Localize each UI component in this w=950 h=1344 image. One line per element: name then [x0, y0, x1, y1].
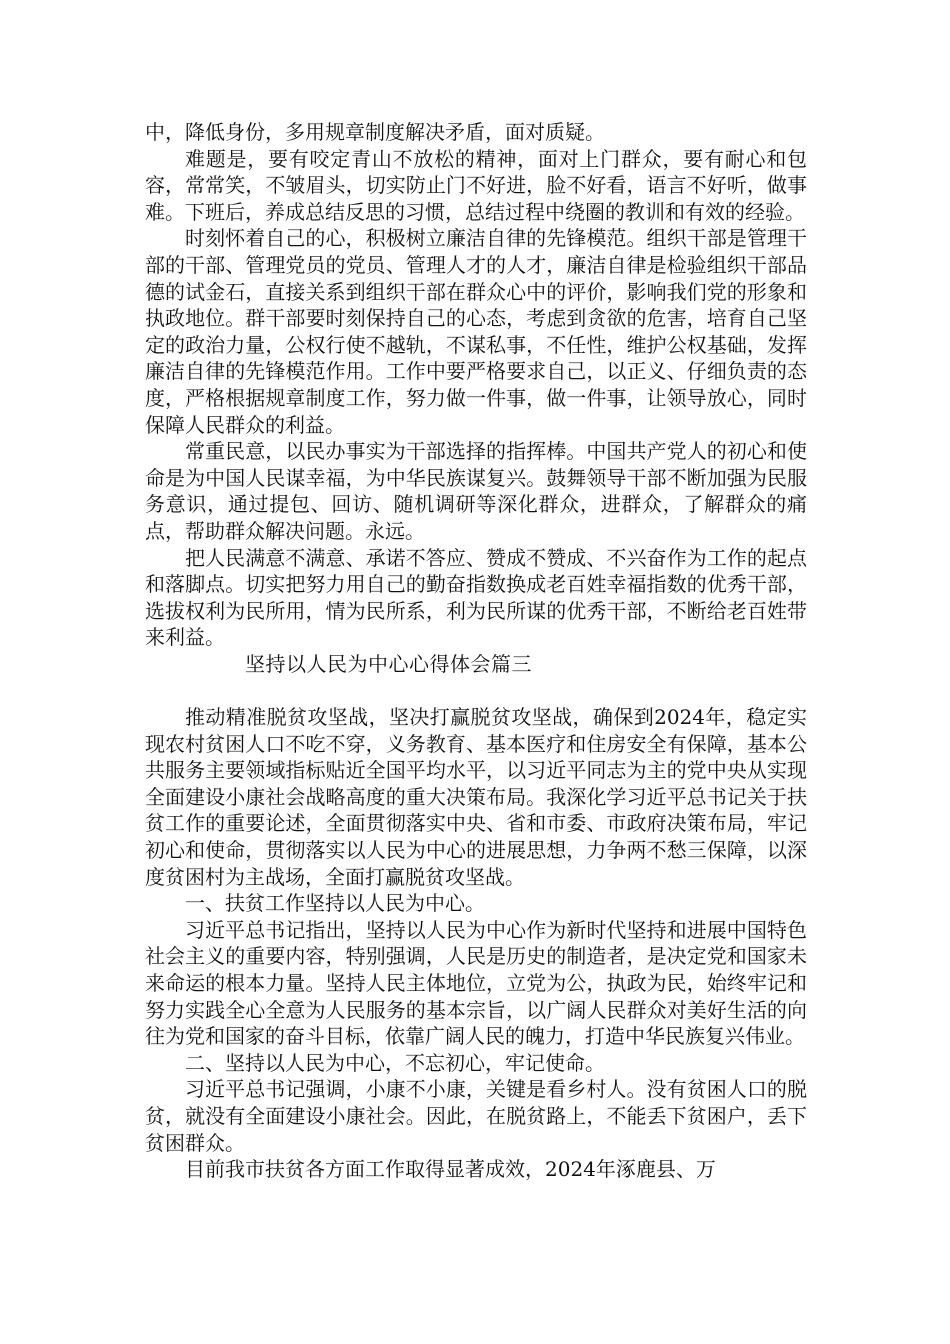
paragraph: 时刻怀着自己的心，积极树立廉洁自律的先锋模范。组织干部是管理干部的干部、管理党员的党员、管理人才的人才，廉洁自律是检验组织干部品德的试金石，直接关系到组织干部在群众心中的评价，影响我们党的形象和执政地位。群干部要时刻保持自己的心态，考虑到贪欲的危害，培育自己坚定的政治力量，公权行使不越轨，不谋私事，不任性，维护公权基础，发挥廉洁自律的先锋模范作用。工作中要严格要求自己，以正义、仔细负责的态度，严格根据规章制度工作，努力做一件事，做一件事，让领导放心，同时保障人民群众的利益。 — [145, 226, 807, 437]
paragraph: 中，降低身份，多用规章制度解决矛盾，面对质疑。 — [145, 120, 605, 144]
paragraph: 把人民满意不满意、承诺不答应、赞成不赞成、不兴奋作为工作的起点和落脚点。切实把努力用自己的勤奋指数换成老百姓幸福指数的优秀干部，选拔权利为民所用，情为民所系，利为民所谋的优秀干部，不断给老百姓带来利益。 — [145, 545, 807, 650]
section-title: 坚持以人民为中心心得体会篇三 — [245, 651, 532, 676]
paragraph: 目前我市扶贫各方面工作取得显著成效，2024年涿鹿县、万 — [185, 1157, 716, 1182]
document-page — [145, 119, 807, 1183]
paragraph: 推动精准脱贫攻坚战，坚决打赢脱贫攻坚战，确保到2024年，稳定实现农村贫困人口不吃不穿，义务教育、基本医疗和住房安全有保障，基本公共服务主要领域指标贴近全国平均水平，以习近平同志为主的党中央从实现全面建设小康社会战略高度的重大决策布局。我深化学习近平总书记关于扶贫工作的重要论述，全面贯彻落实中央、省和市委、市政府决策布局，牢记初心和使命，贯彻落实以人民为中心的进展思想，力争两不愁三保障，以深度贫困村为主战场，全面打赢脱贫攻坚战。 — [145, 705, 807, 889]
subheading: 一、扶贫工作坚持以人民为中心。 — [185, 891, 485, 916]
paragraph: 常重民意，以民办事实为干部选择的指挥棒。中国共产党人的初心和使命是为中国人民谋幸福，为中华民族谋复兴。鼓舞领导干部不断加强为民服务意识，通过提包、回访、随机调研等深化群众，进群众，了解群众的痛点，帮助群众解决问题。永远。 — [145, 439, 807, 543]
paragraph: 习近平总书记指出，坚持以人民为中心作为新时代坚持和进展中国特色社会主义的重要内容，特别强调，人民是历史的制造者，是决定党和国家未来命运的根本力量。坚持人民主体地位，立党为公，执政为民，始终牢记和努力实践全心全意为人民服务的基本宗旨，以广阔人民群众对美好生活的向往为党和国家的奋斗目标，依靠广阔人民的魄力，打造中华民族复兴伟业。 — [145, 917, 807, 1049]
paragraph: 难题是，要有咬定青山不放松的精神，面对上门群众，要有耐心和包容，常常笑，不皱眉头，切实防止门不好进，脸不好看，语言不好听，做事难。下班后，养成总结反思的习惯，总结过程中绕圈的教训和有效的经验。 — [145, 146, 807, 224]
paragraph: 习近平总书记强调，小康不小康，关键是看乡村人。没有贫困人口的脱贫，就没有全面建设小康社会。因此，在脱贫路上，不能丢下贫困户，丢下贫困群众。 — [145, 1077, 807, 1155]
subheading: 二、坚持以人民为中心，不忘初心，牢记使命。 — [185, 1050, 605, 1075]
